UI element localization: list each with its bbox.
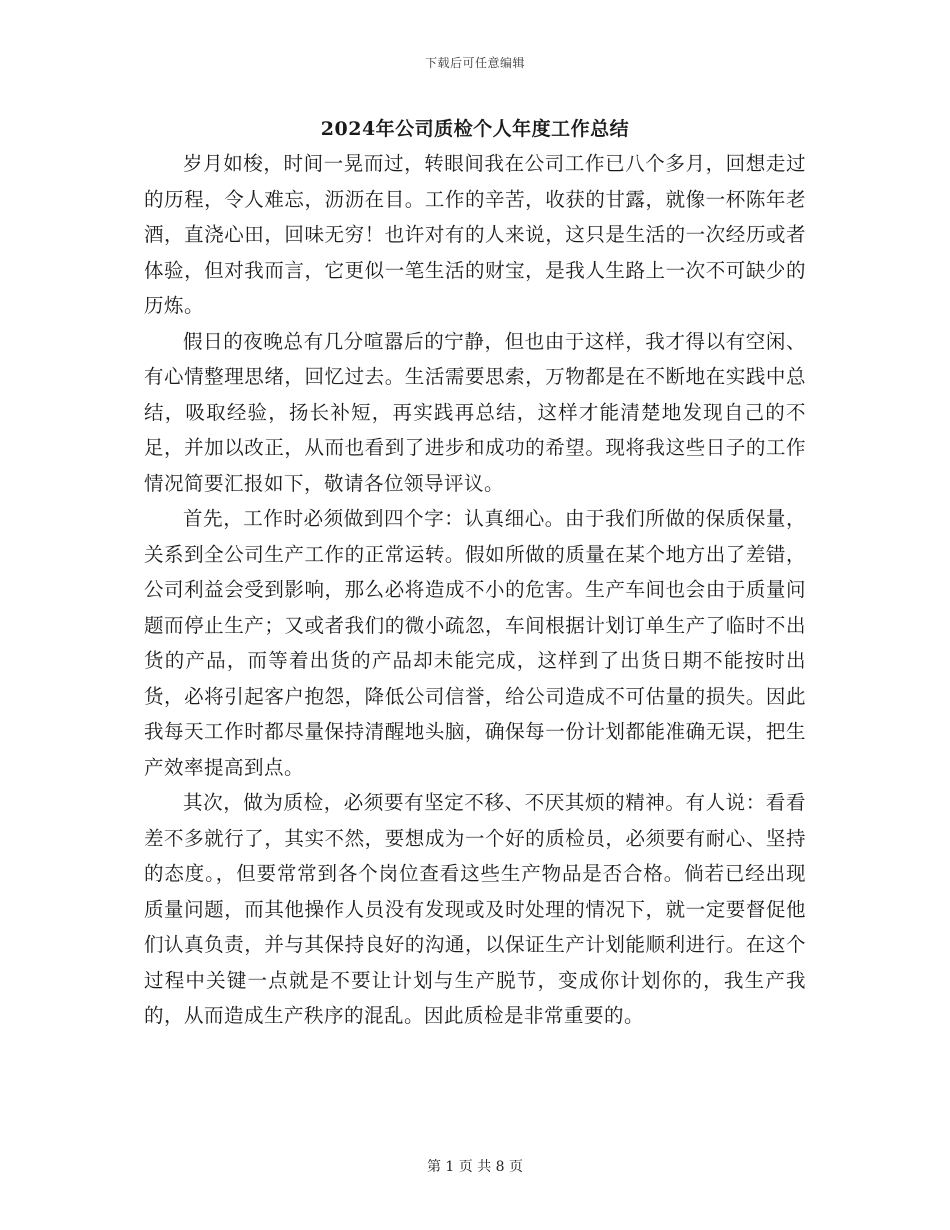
paragraph-2: 假日的夜晚总有几分喧嚣后的宁静，但也由于这样，我才得以有空闲、有心情整理思绪，回忆过去。生活需要思索，万物都是在不断地在实践中总结，吸取经验，扬长补短，再实践再总结，这样才能清楚地发现自己的不足，并加以改正，从而也看到了进步和成功的希望。现将我这些日子的工作情况简要汇报如下，敬请各位领导评议。 — [144, 329, 806, 495]
document-body — [144, 146, 806, 1034]
document-title: 2024年公司质检个人年度工作总结 — [320, 118, 630, 140]
page-header: 下载后可任意编辑 — [424, 56, 525, 70]
paragraph-1: 岁月如梭，时间一晃而过，转眼间我在公司工作已八个多月，回想走过的历程，令人难忘，沥沥在目。工作的辛苦，收获的甘露，就像一杯陈年老酒，直浇心田，回味无穷！也许对有的人来说，这只是生活的一次经历或者体验，但对我而言，它更似一笔生活的财宝，是我人生路上一次不可缺少的历炼。 — [144, 152, 806, 317]
paragraph-3: 首先，工作时必须做到四个字：认真细心。由于我们所做的保质保量，关系到全公司生产工作的正常运转。假如所做的质量在某个地方出了差错，公司利益会受到影响，那么必将造成不小的危害。生产车间也会由于质量问题而停止生产；又或者我们的微小疏忽，车间根据计划订单生产了临时不出货的产品，而等着出货的产品却未能完成，这样到了出货日期不能按时出货，必将引起客户抱怨，降低公司信誉，给公司造成不可估量的损失。因此我每天工作时都尽量保持清醒地头脑，确保每一份计划都能准确无误，把生产效率提高到点。 — [144, 507, 806, 779]
paragraph-4: 其次，做为质检，必须要有坚定不移、不厌其烦的精神。有人说：看看差不多就行了，其实不然，要想成为一个好的质检员，必须要有耐心、坚持的态度。，但要常常到各个岗位查看这些生产物品是否合格。倘若已经出现质量问题，而其他操作人员没有发现或及时处理的情况下，就一定要督促他们认真负责，并与其保持良好的沟通，以保证生产计划能顺利进行。在这个过程中关键一点就是不要让计划与生产脱节，变成你计划你的，我生产我的，从而造成生产秩序的混乱。因此质检是非常重要的。 — [144, 791, 806, 1027]
page-number: 第 1 页 共 8 页 — [426, 1159, 524, 1175]
